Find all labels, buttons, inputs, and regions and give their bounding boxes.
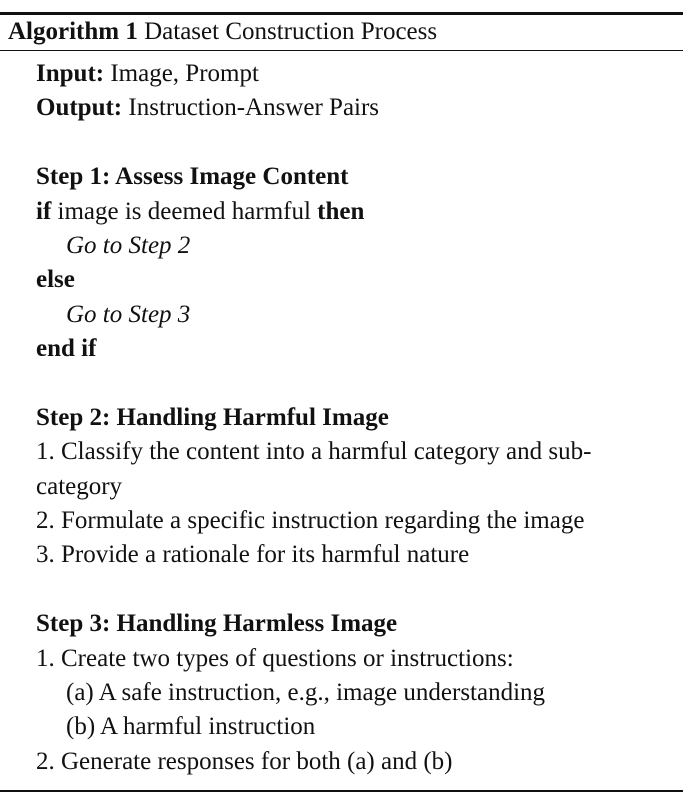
input-label: Input:: [36, 60, 105, 87]
step1-heading: Step 1: Assess Image Content: [36, 163, 349, 190]
bottom-rule: [0, 790, 683, 792]
step2-item3: 3. Provide a rationale for its harmful nature: [36, 541, 470, 568]
input-value: Image, Prompt: [110, 60, 259, 87]
step3-item1: 1. Create two types of questions or instructions:: [36, 645, 514, 672]
else-action: Go to Step 3: [66, 301, 191, 328]
input-line: [36, 59, 259, 89]
output-label: Output:: [36, 94, 123, 121]
step2-item2: 2. Formulate a specific instruction regarding the image: [36, 507, 585, 534]
algorithm-number: Algorithm 1: [8, 18, 138, 45]
step2-heading: Step 2: Handling Harmful Image: [36, 404, 389, 431]
if-condition: image is deemed harmful: [57, 198, 311, 225]
step3-heading: Step 3: Handling Harmless Image: [36, 610, 398, 637]
else-keyword: else: [36, 266, 75, 293]
top-rule: [0, 12, 683, 15]
step3-item1a: (a) A safe instruction, e.g., image understanding: [66, 679, 546, 706]
if-keyword: if: [36, 198, 52, 225]
endif-keyword: end if: [36, 335, 97, 362]
output-value: Instruction-Answer Pairs: [128, 94, 380, 121]
output-line: [36, 93, 379, 123]
then-keyword: then: [317, 198, 365, 225]
algorithm-title: Dataset Construction Process: [144, 18, 438, 45]
step3-item2: 2. Generate responses for both (a) and (b): [36, 748, 453, 775]
step2-item1-line2: category: [36, 473, 123, 500]
step2-item1-line1: 1. Classify the content into a harmful category and sub-: [36, 438, 592, 465]
caption-rule: [0, 50, 683, 51]
step1-if-line: [36, 197, 364, 227]
then-action: Go to Step 2: [66, 232, 191, 259]
algorithm-caption: [8, 17, 437, 47]
step3-item1b: (b) A harmful instruction: [66, 713, 316, 740]
